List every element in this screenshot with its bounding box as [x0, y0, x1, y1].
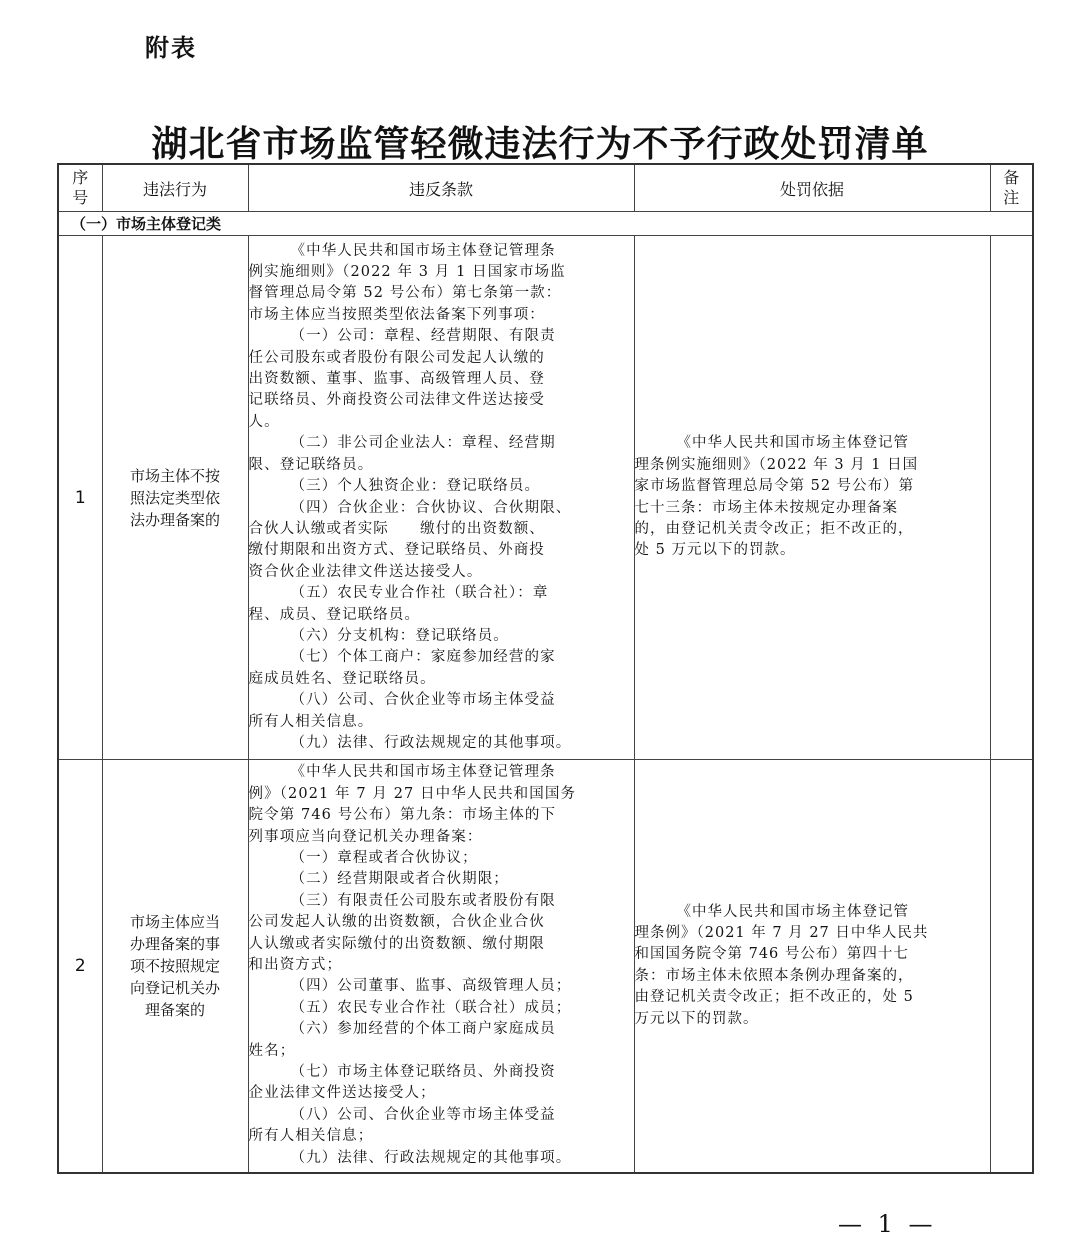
table-header-row: [58, 164, 1033, 212]
article-text-line: （五）农民专业合作社（联合社）：章: [290, 585, 549, 602]
column-header-seq: [58, 164, 102, 212]
basis-text-line: 七十三条：市场主体未按规定办理备案: [634, 499, 898, 516]
row-penalty-basis: [634, 760, 990, 1173]
column-header-note: [990, 164, 1033, 212]
article-text-line: 《中华人民共和国市场主体登记管理条: [290, 764, 556, 781]
basis-text-line: 理条例》（2021 年 7 月 27 日中华人民共: [634, 924, 929, 941]
row-note: [990, 236, 1033, 760]
basis-text-line: 的，由登记机关责令改正；拒不改正的，: [634, 520, 914, 537]
article-text-line: （八）公司、合伙企业等市场主体受益: [290, 1106, 556, 1123]
violation-act-line: 法办理备案的: [129, 510, 220, 529]
basis-text-line: 处 5 万元以下的罚款。: [634, 542, 796, 559]
article-text-line: 姓名；: [248, 1042, 296, 1059]
article-text-line: （二）非公司企业法人：章程、经营期: [290, 435, 556, 452]
violation-act-line: 理备案的: [144, 1000, 205, 1019]
column-header-seq-line2: 号: [72, 188, 89, 207]
row-seq-number: 2: [58, 760, 102, 1173]
article-text-line: 院令第 746 号公布）第九条：市场主体的下: [248, 807, 557, 824]
basis-text-line: 《中华人民共和国市场主体登记管: [676, 903, 909, 920]
article-text-line: （一）公司：章程、经营期限、有限责: [290, 328, 556, 345]
article-text-line: 合伙人认缴或者实际 缴付的出资数额、: [248, 520, 545, 537]
table-row: [58, 760, 1033, 1173]
violation-act-line: 项不按照规定: [129, 956, 220, 975]
violation-act-line: 向登记机关办: [129, 978, 220, 997]
article-text-line: （七）市场主体登记联络员、外商投资: [290, 1064, 556, 1081]
article-text-line: 缴付期限和出资方式、登记联络员、外商投: [248, 542, 545, 559]
article-text-line: 所有人相关信息。: [248, 713, 374, 730]
row-note: [990, 760, 1033, 1173]
table-row: [58, 236, 1033, 760]
article-text-line: （九）法律、行政法规规定的其他事项。: [290, 734, 572, 751]
article-text-line: （八）公司、合伙企业等市场主体受益: [290, 692, 556, 709]
article-text-line: 公司发起人认缴的出资数额，合伙企业合伙: [248, 914, 545, 931]
penalty-exemption-table: [57, 163, 1034, 1174]
column-header-seq-line1: 序: [72, 168, 89, 187]
column-header-article: 违反条款: [248, 164, 634, 212]
column-header-note-line2: 注: [1003, 188, 1020, 207]
article-text-line: 督管理总局令第 52 号公布）第七条第一款：: [248, 285, 562, 302]
article-text-line: 和出资方式；: [248, 957, 343, 974]
basis-text-line: 万元以下的罚款。: [634, 1010, 759, 1027]
row-penalty-basis: [634, 236, 990, 760]
column-header-basis: 处罚依据: [634, 164, 990, 212]
article-text-line: 庭成员姓名、登记联络员。: [248, 670, 436, 687]
violation-act-line: 市场主体应当: [129, 912, 220, 931]
section-title: （一）市场主体登记类: [58, 212, 1033, 236]
row-violated-article: [248, 236, 634, 760]
basis-text-line: 条：市场主体未依照本条例办理备案的，: [634, 967, 914, 984]
article-text-line: 程、成员、登记联络员。: [248, 606, 421, 623]
article-text-line: 限、登记联络员。: [248, 456, 374, 473]
basis-text-line: 由登记机关责令改正；拒不改正的，处 5: [634, 989, 914, 1006]
article-text-line: 人认缴或者实际缴付的出资数额、缴付期限: [248, 935, 545, 952]
article-text-line: 例实施细则》（2022 年 3 月 1 日国家市场监: [248, 264, 566, 281]
article-text-line: 所有人相关信息；: [248, 1128, 374, 1145]
article-text-line: （五）农民专业合作社（联合社）成员；: [290, 999, 572, 1016]
basis-text-line: 《中华人民共和国市场主体登记管: [676, 435, 909, 452]
basis-text-line: 和国国务院令第 746 号公布）第四十七: [634, 946, 909, 963]
document-title: 湖北省市场监管轻微违法行为不予行政处罚清单: [151, 123, 929, 165]
article-text-line: （二）经营期限或者合伙期限；: [290, 871, 509, 888]
row-violated-article: [248, 760, 634, 1173]
article-text-line: 市场主体应当按照类型依法备案下列事项：: [248, 306, 545, 323]
article-text-line: （六）参加经营的个体工商户家庭成员: [290, 1021, 556, 1038]
basis-text-line: 理条例实施细则》（2022 年 3 月 1 日国: [634, 456, 919, 473]
article-text-line: 人。: [248, 413, 280, 430]
row-violation-act: [102, 236, 248, 760]
page-number: — 1 —: [838, 1210, 937, 1238]
article-text-line: 企业法律文件送达接受人；: [248, 1085, 436, 1102]
article-text-line: 记联络员、外商投资公司法律文件送达接受: [248, 392, 545, 409]
article-text-line: （四）公司董事、监事、高级管理人员；: [290, 978, 572, 995]
violation-act-line: 办理备案的事: [129, 934, 220, 953]
basis-text-line: 家市场监督管理总局令第 52 号公布）第: [634, 478, 915, 495]
section-row: [58, 212, 1033, 236]
article-text-line: 出资数额、董事、监事、高级管理人员、登: [248, 371, 545, 388]
appendix-label: 附表: [145, 34, 197, 62]
violation-act-line: 照法定类型依: [129, 488, 220, 507]
column-header-note-line1: 备: [1003, 168, 1020, 187]
row-seq-number: 1: [58, 236, 102, 760]
article-text-line: 资合伙企业法律文件送达接受人。: [248, 563, 483, 580]
violation-act-line: 市场主体不按: [129, 466, 220, 485]
article-text-line: （四）合伙企业：合伙协议、合伙期限、: [290, 499, 572, 516]
article-text-line: （一）章程或者合伙协议；: [290, 850, 478, 867]
article-text-line: 例》（2021 年 7 月 27 日中华人民共和国国务: [248, 785, 577, 802]
article-text-line: （六）分支机构：登记联络员。: [290, 627, 509, 644]
article-text-line: 任公司股东或者股份有限公司发起人认缴的: [248, 349, 545, 366]
article-text-line: （七）个体工商户：家庭参加经营的家: [290, 649, 556, 666]
column-header-act: 违法行为: [102, 164, 248, 212]
row-violation-act: [102, 760, 248, 1173]
article-text-line: （三）个人独资企业：登记联络员。: [290, 478, 541, 495]
article-text-line: 列事项应当向登记机关办理备案：: [248, 828, 483, 845]
article-text-line: （三）有限责任公司股东或者股份有限: [290, 892, 556, 909]
article-text-line: 《中华人民共和国市场主体登记管理条: [290, 242, 556, 259]
article-text-line: （九）法律、行政法规规定的其他事项。: [290, 1149, 572, 1166]
